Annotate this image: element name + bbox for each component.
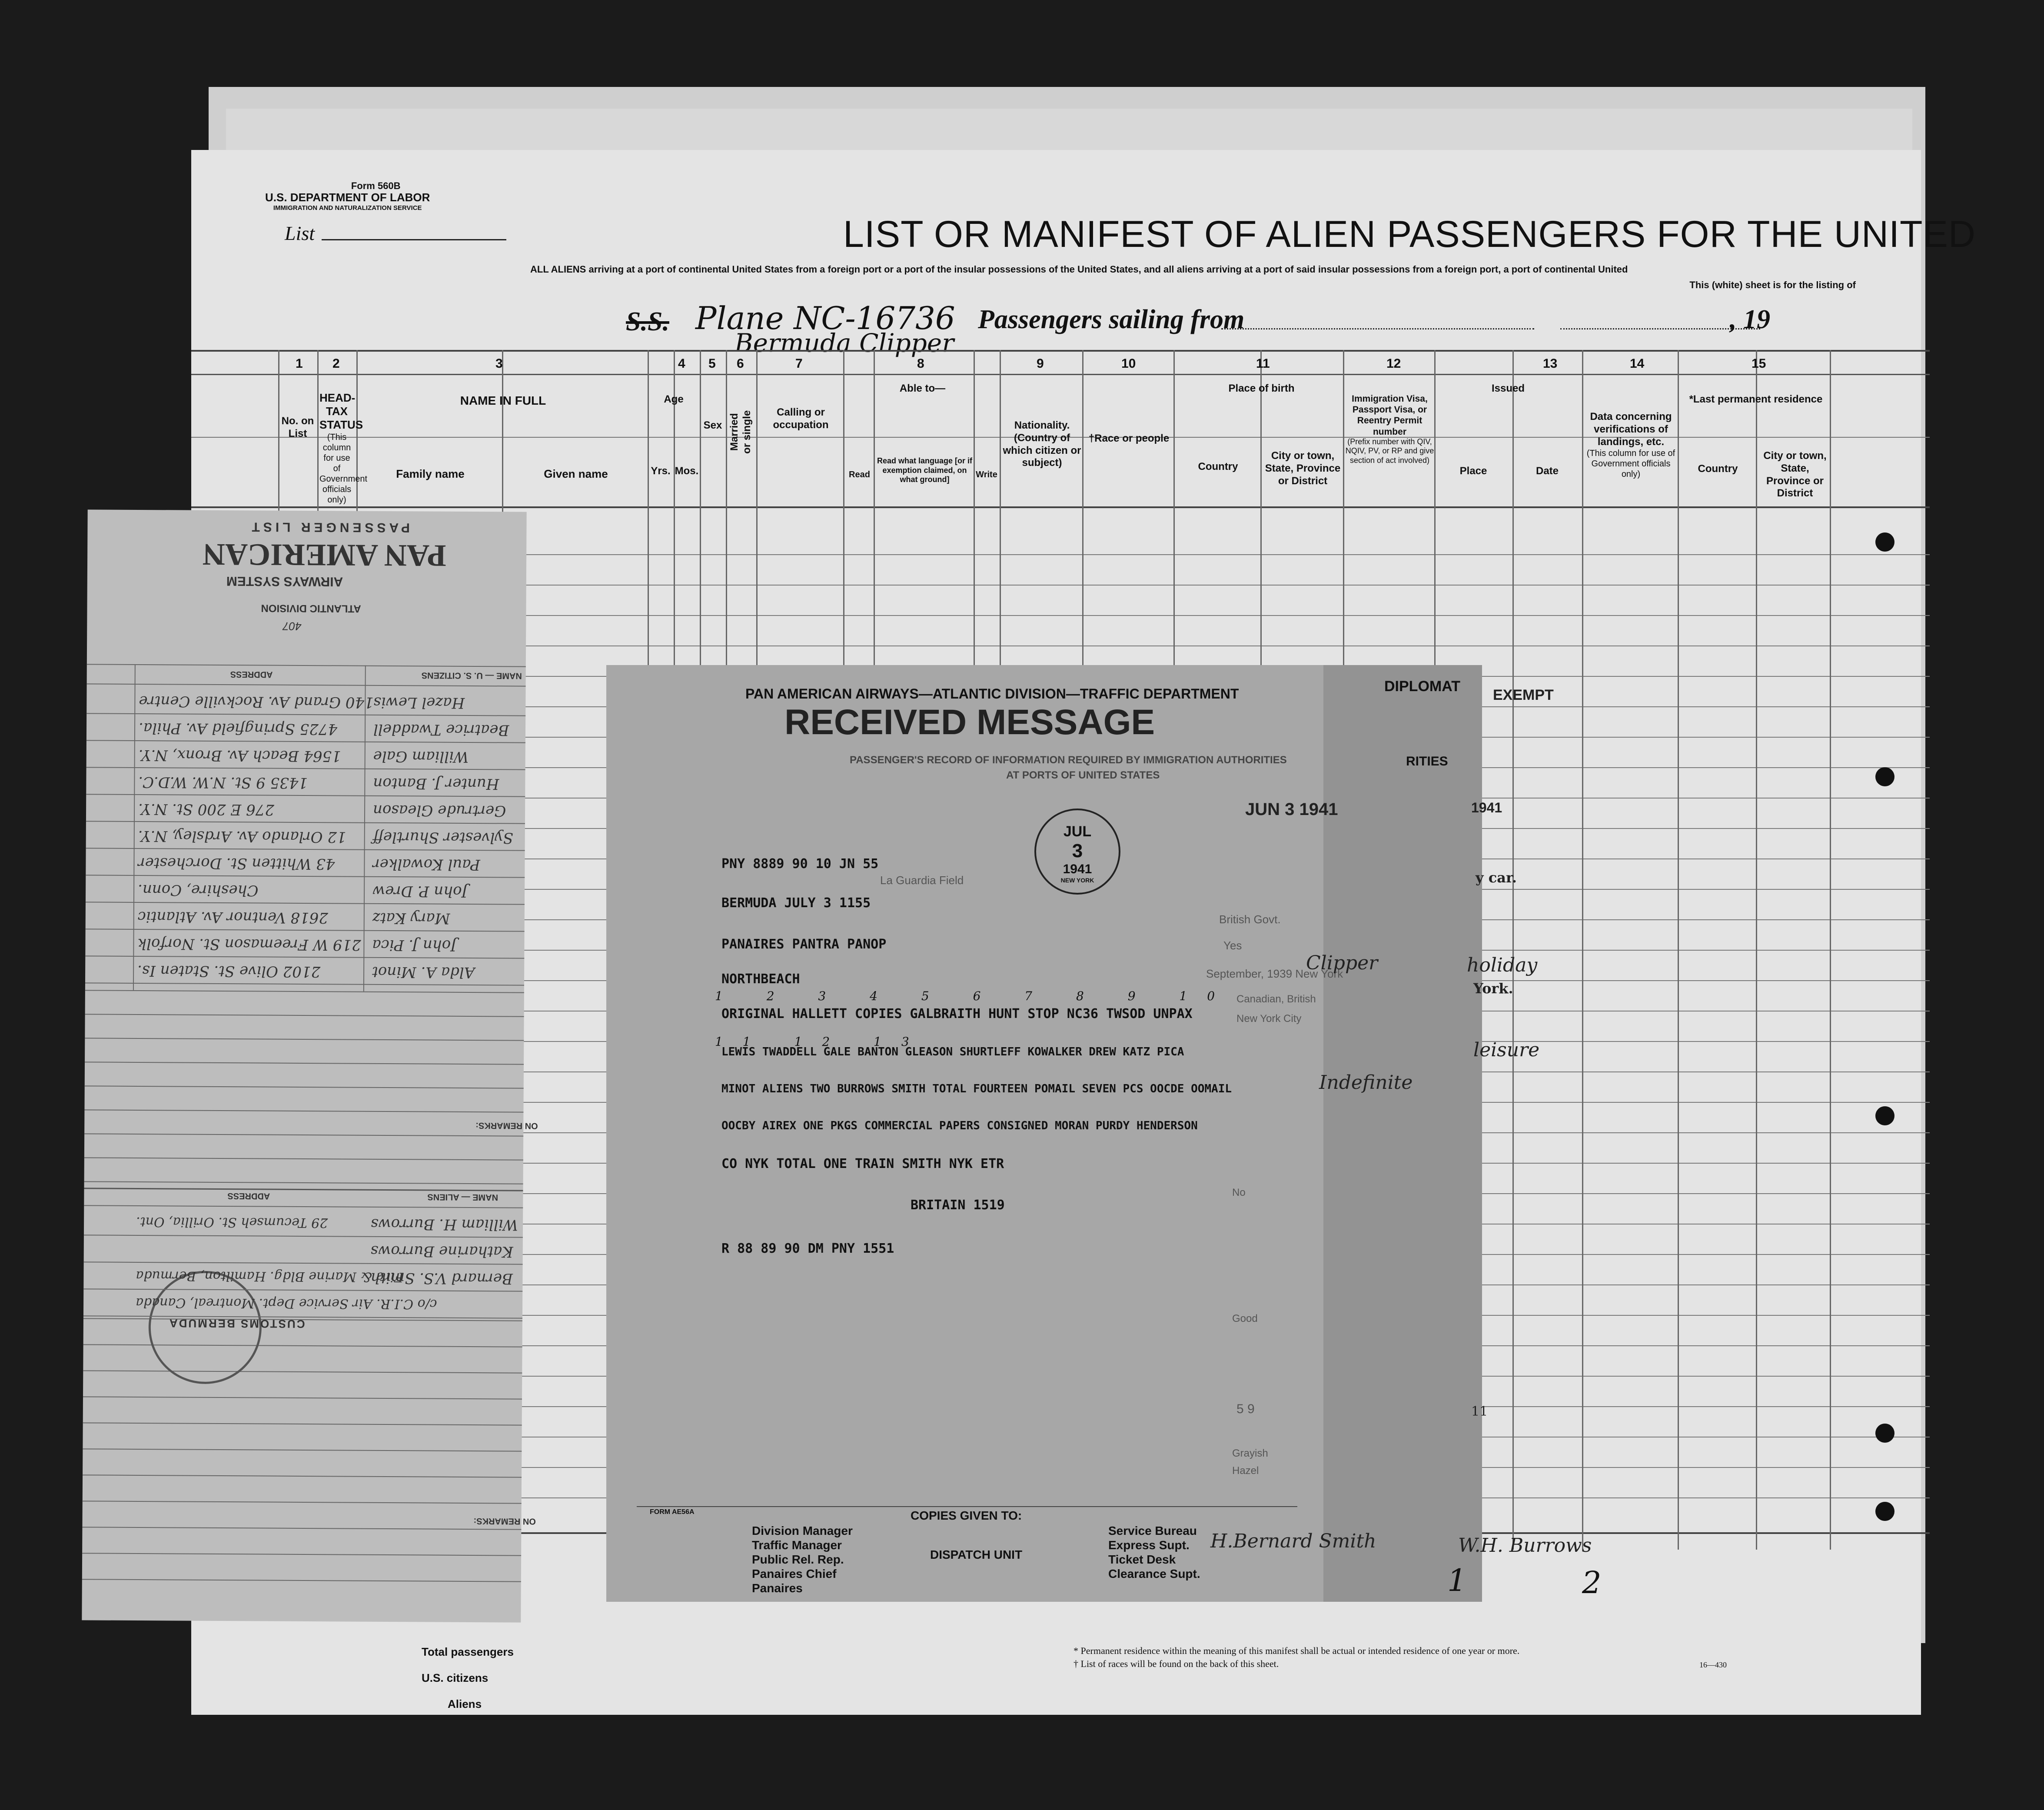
underlay-line10: Grayish (1232, 1447, 1268, 1459)
pl-col-address-aliens: ADDRESS (227, 1191, 270, 1201)
col-head-tax-note: (This column for use of Government officials only) (319, 432, 368, 505)
col-sex: Sex (703, 419, 722, 431)
form-number: Form 560B (351, 180, 401, 191)
hand-leisure: leisure (1473, 1039, 1540, 1061)
pl-row-line (84, 1234, 523, 1238)
pl-citizen-name: Hazel Lewis (373, 693, 465, 712)
form-code: 16—430 (1699, 1660, 1727, 1669)
pl-citizen-address: 12 Orlando Av. Ardsley, N.Y. (138, 827, 346, 846)
col-14-num: 14 (1630, 356, 1645, 371)
pl-citizen-name: John P. Drew (372, 882, 468, 900)
pl-row-line (86, 848, 525, 851)
message-line: OOCBY AIREX ONE PKGS COMMERCIAL PAPERS CONSIGNED MORAN PURDY HENDERSON (721, 1119, 1198, 1132)
col-4-num: 4 (678, 356, 685, 371)
col-issued-date: Date (1535, 465, 1559, 477)
col-visa (1345, 393, 1434, 466)
message-line: CO NYK TOTAL ONE TRAIN SMITH NYK ETR (721, 1156, 1004, 1171)
stamp-place: NEW YORK (1060, 877, 1094, 884)
col-11-num: 11 (1256, 356, 1270, 371)
copies-right-list (1108, 1524, 1200, 1581)
underlay-line4: Canadian, British (1236, 993, 1316, 1005)
corner-mark-2: 2 (1582, 1565, 1602, 1600)
col-nationality: Nationality. (Country of which citizen or subject) (1003, 419, 1081, 469)
form-header (265, 180, 430, 212)
pl-citizen-name: Gertrude Gleason (372, 801, 506, 820)
pl-citizen-address: 1435 9 St. N.W. W.D.C. (138, 773, 308, 792)
col-verifications-label: Data concerning verifications of landings, etc. (1590, 411, 1672, 448)
punch-hole (1875, 1106, 1894, 1125)
pl-citizen-address: 140 Grand Av. Rockville Centre (139, 692, 374, 711)
col-10-num: 10 (1121, 356, 1136, 371)
department-name: U.S. DEPARTMENT OF LABOR (265, 191, 430, 204)
ss-label: S.S. (626, 307, 669, 336)
passenger-list-sheet (82, 509, 538, 1622)
pl-remarks-top: ON REMARKS: (475, 1121, 538, 1131)
pl-row-line (86, 821, 525, 824)
diplomat-label: DIPLOMAT (1384, 678, 1461, 695)
pl-row-line (86, 875, 525, 878)
col-3-num: 3 (495, 356, 503, 371)
pl-citizen-address: Cheshire, Conn. (138, 881, 259, 899)
service-name: IMMIGRATION AND NATURALIZATION SERVICE (273, 204, 422, 212)
hand-york: York. (1473, 980, 1513, 997)
message-form-code: FORM AE56A (650, 1508, 695, 1516)
message-line: ORIGINAL HALLETT COPIES GALBRAITH HUNT STOP NC36 TWSOD UNPAX (721, 1006, 1193, 1021)
col-verifications-note: (This column for use of Government officials only) (1586, 449, 1675, 479)
message-dept: PAN AMERICAN AIRWAYS—ATLANTIC DIVISION—TRAFFIC DEPARTMENT (745, 686, 1239, 702)
col-issued: Issued (1491, 383, 1525, 394)
col-married: Married or single (728, 410, 753, 454)
pl-citizen-name: Hunter J. Banton (373, 774, 499, 793)
pl-citizen-address: 219 W Freemason St. Norfolk (137, 935, 361, 954)
copies-dispatch: DISPATCH UNIT (930, 1548, 1023, 1561)
col-given-name: Given name (544, 467, 608, 480)
pl-alien-name: Katharine Burrows (370, 1242, 513, 1261)
sailing-from-line (1221, 328, 1534, 329)
col-place-of-birth: Place of birth (1228, 383, 1295, 394)
date-right-faint: JUN 3 1941 (1245, 800, 1338, 819)
underlay-line7: No (1232, 1187, 1246, 1198)
margin-numbers: 1 2 3 4 5 6 7 8 9 10 (715, 989, 1235, 1003)
col-6-num: 6 (737, 356, 744, 371)
pl-citizen-name: Sylvester Shurtleff (372, 828, 513, 847)
year-label: , 19 (1730, 305, 1770, 334)
copies-left-item: Panaires Chief (752, 1567, 837, 1581)
copies-left-item: Division Manager (752, 1524, 853, 1537)
col-8-num: 8 (917, 356, 924, 371)
col-7-num: 7 (795, 356, 803, 371)
pl-system: AIRWAYS SYSTEM (226, 574, 343, 589)
exempt-label: EXEMPT (1493, 687, 1554, 703)
pl-citizen-name: Mary Katz (372, 909, 450, 927)
punch-hole (1875, 532, 1894, 552)
received-message-sheet (606, 665, 1602, 1602)
list-line (322, 239, 506, 240)
col-read-language: Read what language [or if exemption claimed, on what ground] (877, 456, 973, 484)
copies-given-to: COPIES GIVEN TO: (911, 1509, 1022, 1522)
pl-row-line (86, 713, 525, 716)
pl-row-line (85, 955, 524, 958)
copies-right-item: Ticket Desk (1108, 1553, 1176, 1567)
page-title: LIST OR MANIFEST OF ALIEN PASSENGERS FOR THE UNITED (843, 213, 1976, 255)
pl-division: ATLANTIC DIVISION (261, 602, 361, 615)
aliens-label: Aliens (448, 1697, 482, 1710)
pl-col-aliens: NAME — ALIENS (427, 1192, 499, 1202)
underlay-location: La Guardia Field (880, 874, 964, 887)
message-line: PNY 8889 90 10 JN 55 (721, 856, 879, 872)
pl-citizen-address: 2618 Ventnor Av. Atlantic (137, 908, 328, 927)
message-line: MINOT ALIENS TWO BURROWS SMITH TOTAL FOURTEEN POMAIL SEVEN PCS OOCDE OOMAIL (721, 1082, 1232, 1095)
col-1-num: 1 (296, 356, 303, 371)
col-birth-country: Country (1198, 461, 1238, 472)
pl-citizen-name: Paul Kowalker (372, 855, 480, 874)
col-age-yrs: Yrs. (651, 465, 671, 477)
message-line: BERMUDA JULY 3 1155 (721, 895, 871, 911)
pl-remarks-bottom: ON REMARKS: (473, 1516, 536, 1526)
col-age-mos: Mos. (675, 465, 699, 477)
message-title: RECEIVED MESSAGE (784, 702, 1155, 742)
corner-mark-1: 1 (1447, 1563, 1467, 1598)
pl-row-line (84, 1261, 523, 1264)
col-residence-country: Country (1698, 463, 1738, 475)
us-citizens-label: U.S. citizens (422, 1671, 489, 1684)
col-birth-city: City or town, State, Province or District (1265, 450, 1341, 487)
punch-hole (1875, 767, 1894, 786)
pl-alien-name: William H. Burrows (370, 1215, 518, 1234)
pl-citizen-address: 1564 Beach Av. Bronx, N.Y. (138, 746, 341, 765)
margin-numbers-2: 11 12 13 (715, 1035, 929, 1049)
copies-right-item: Express Supt. (1108, 1538, 1190, 1552)
col-visa-label: Immigration Visa, Passport Visa, or Reentry Permit number (1352, 394, 1428, 437)
hand-indefinite: Indefinite (1319, 1071, 1413, 1094)
ship-name-handwritten: Plane NC-16736 (695, 300, 955, 336)
stamp-month: JUL (1063, 823, 1092, 840)
hand-clipper: Clipper (1306, 952, 1378, 974)
copies-right-item: Service Bureau (1108, 1524, 1197, 1537)
pl-brand: PAN AMERICAN (202, 537, 447, 573)
copies-left-item: Panaires (752, 1581, 803, 1595)
col-verifications (1584, 411, 1678, 479)
signature-burrows: W.H. Burrows (1458, 1534, 1592, 1557)
copies-left-item: Traffic Manager (752, 1538, 842, 1552)
col-race: †Race or people (1088, 433, 1170, 444)
record-subheader: AT PORTS OF UNITED STATES (1006, 769, 1160, 781)
copies-left-item: Public Rel. Rep. (752, 1553, 844, 1567)
pl-alien-address: c/o C.I.R. Air Service Dept. Montreal, Canada (136, 1294, 437, 1312)
signature-smith: H.Bernard Smith (1210, 1530, 1376, 1552)
col-issued-place: Place (1459, 465, 1487, 477)
col-no-on-list: No. on List (281, 415, 314, 439)
pl-row-line (86, 902, 525, 905)
col-name-in-full: NAME IN FULL (460, 394, 546, 407)
message-line: PANAIRES PANTRA PANOP (721, 937, 887, 952)
underlay-line2: Yes (1223, 939, 1242, 952)
message-line: NORTHBEACH (721, 972, 800, 987)
copies-right-item: Clearance Supt. (1108, 1567, 1200, 1581)
pl-citizen-name: William Gale (373, 747, 469, 765)
col-5-num: 5 (708, 356, 716, 371)
underlay-line5: New York City (1236, 1013, 1302, 1025)
pl-header: PASSENGER LIST (248, 519, 410, 535)
manifest-subtitle: ALL ALIENS arriving at a port of continental United States from a foreign port or a port of the insular possessions of the United States, and all aliens arriving at a port of said insular possessions from a foreign port, a port of continental United (530, 264, 1628, 275)
pl-col-citizens: NAME — U. S. CITIZENS (421, 670, 522, 681)
pl-col-address: ADDRESS (230, 669, 273, 679)
col-13-num: 13 (1543, 356, 1558, 371)
col-age: Age (664, 393, 684, 405)
record-header: PASSENGER'S RECORD OF INFORMATION REQUIRED BY IMMIGRATION AUTHORITIES (850, 754, 1287, 766)
underlay-line11: Hazel (1232, 1465, 1259, 1477)
col-residence-city: City or town, State, Province or District (1763, 450, 1827, 499)
col-head-tax-label: HEAD-TAX STATUS (319, 391, 363, 432)
underlay-line3: September, 1939 New York (1206, 967, 1343, 980)
underlay-line1: British Govt. (1219, 913, 1281, 926)
manifest-subtitle-2: This (white) sheet is for the listing of (1689, 279, 1856, 290)
hand-car: y car. (1476, 869, 1517, 886)
col-able-to: Able to— (899, 383, 946, 394)
stamp-year: 1941 (1063, 862, 1092, 876)
message-line: BRITAIN 1519 (911, 1198, 1005, 1213)
pl-alien-address: Fire & Marine Bldg. Hamilton, Bermuda (136, 1268, 404, 1285)
stamp-day: 3 (1072, 840, 1083, 862)
ship-subtitle-handwritten: Bermuda Clipper (735, 328, 954, 358)
pl-row-line (86, 740, 525, 743)
col-visa-note: (Prefix number with QIV, NQIV, PV, or RP and give section of act involved) (1345, 437, 1434, 465)
col-occupation: Calling or occupation (773, 406, 829, 431)
pl-citizen-address: 4725 Springfield Av. Phila. (138, 719, 338, 738)
authorities-label: RITIES (1406, 754, 1448, 769)
underlay-line8: 5 9 (1236, 1402, 1255, 1416)
message-line: R 88 89 90 DM PNY 1551 (721, 1241, 894, 1256)
pl-row-line (83, 1288, 522, 1291)
col-read: Read (849, 470, 870, 479)
col-family-name: Family name (396, 467, 465, 480)
col-head-tax (319, 391, 368, 505)
copies-left-list (752, 1524, 853, 1595)
pl-alien-name: Bernard V.S. Smith (370, 1269, 513, 1288)
hand-eleven: 11 (1471, 1404, 1488, 1419)
col-15-num: 15 (1752, 356, 1766, 371)
col-2-num: 2 (332, 356, 340, 371)
pl-row-line (86, 767, 525, 770)
punch-hole (1875, 1502, 1894, 1521)
sailing-from-label: Passengers sailing from (978, 305, 1245, 334)
hand-holiday: holiday (1467, 954, 1538, 976)
pl-citizen-name: Beatrice Twaddell (373, 720, 509, 739)
footnote-races: † List of races will be found on the back of this sheet. (1074, 1658, 1279, 1669)
pl-row-line (85, 982, 524, 985)
pl-row-line (86, 928, 525, 932)
pl-row-line (86, 794, 525, 797)
punch-hole (1875, 1424, 1894, 1443)
pl-citizen-address: 2102 Olive St. Staten Is. (137, 962, 321, 981)
date-received-stamp (1034, 809, 1120, 895)
col-last-residence: *Last permanent residence (1689, 393, 1823, 405)
pl-citizen-name: John J. Pica (372, 936, 457, 954)
pl-citizen-address: 276 E 200 St. N.Y. (138, 800, 275, 818)
pl-alien-address: 29 Tecumseh St. Orillia, Ont. (136, 1214, 328, 1231)
pl-citizen-name: Alda A. Minot (372, 963, 475, 982)
footnote-residence: * Permanent residence within the meaning of this manifest shall be actual or intended residence of one year or more. (1074, 1645, 1520, 1656)
list-label: List (285, 222, 315, 244)
message-line: LEWIS TWADDELL GALE BANTON GLEASON SHURTLEFF KOWALKER DREW KATZ PICA (721, 1045, 1184, 1058)
total-passengers-label: Total passengers (422, 1645, 514, 1658)
underlay-line9: Good (1232, 1313, 1258, 1324)
pl-sheet-no: 407 (283, 619, 302, 633)
received-message-body (606, 665, 1323, 1602)
customs-stamp-text: CUSTOMS BERMUDA (168, 1317, 305, 1331)
date-right: 1941 (1471, 800, 1502, 815)
col-write: Write (976, 470, 997, 479)
pl-citizen-address: 43 Whitten St. Dorchester (138, 854, 335, 873)
col-12-num: 12 (1386, 356, 1401, 371)
col-9-num: 9 (1037, 356, 1044, 371)
